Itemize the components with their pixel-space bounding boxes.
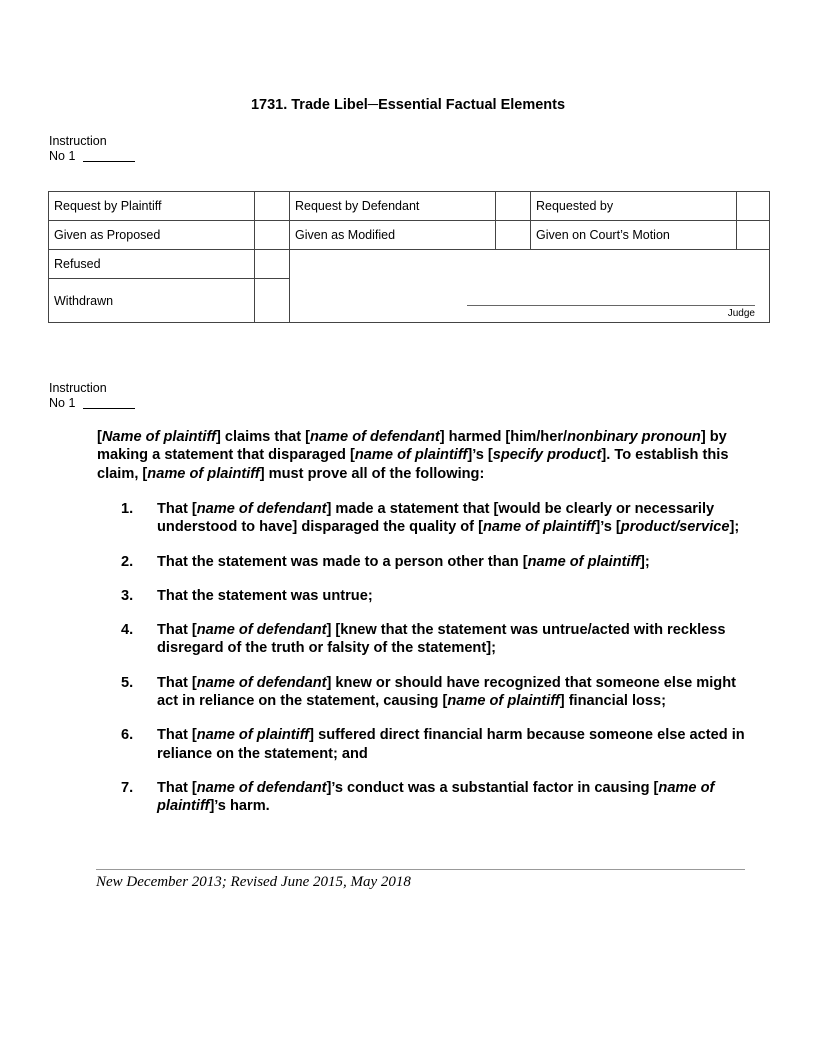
- element-text: [157, 588, 373, 604]
- given-as-proposed-label: Given as Proposed: [49, 221, 255, 250]
- element-item: [97, 726, 747, 763]
- element-item: [97, 553, 747, 571]
- placeholder-text: Name of plaintiff: [101, 429, 216, 445]
- text-run: That [: [157, 727, 197, 744]
- request-by-plaintiff-checkbox[interactable]: [255, 192, 290, 221]
- requested-by-checkbox[interactable]: [737, 192, 770, 221]
- refused-checkbox[interactable]: [255, 250, 290, 279]
- text-run: ]’s harm.: [209, 798, 270, 815]
- element-text: [157, 675, 736, 709]
- instruction-intro-paragraph: [97, 428, 747, 483]
- placeholder-text: specify product: [492, 447, 602, 464]
- placeholder-text: name of defendant: [196, 501, 327, 517]
- instruction-number-block-bottom: [49, 381, 135, 411]
- placeholder-text: name of defendant: [196, 622, 327, 639]
- placeholder-text: name of defendant: [196, 674, 327, 691]
- text-run: ] [knew that the statement was untrue/acted with reckless disregard of the truth or falsity of the statement];: [157, 622, 726, 657]
- given-as-modified-label: Given as Modified: [290, 221, 496, 250]
- text-run: ] harmed [him/her/: [439, 429, 568, 445]
- text-run: ]’s [: [467, 447, 493, 464]
- text-run: That the statement was made to a person other than [: [157, 553, 528, 570]
- element-item: [97, 500, 747, 537]
- element-text: [157, 501, 739, 535]
- judge-label: Judge: [727, 308, 755, 319]
- instruction-label: Instruction: [49, 134, 107, 148]
- given-on-courts-motion-checkbox[interactable]: [737, 221, 770, 250]
- text-run: That [: [157, 501, 197, 517]
- element-item: [97, 674, 747, 711]
- withdrawn-checkbox[interactable]: [255, 279, 290, 323]
- text-run: ] financial loss;: [559, 693, 667, 710]
- footer-divider: [96, 869, 745, 870]
- request-table: [48, 191, 770, 323]
- element-text: [157, 727, 745, 761]
- instruction-number-block-top: [49, 134, 135, 164]
- element-number: 3.: [121, 587, 134, 604]
- given-as-proposed-checkbox[interactable]: [255, 221, 290, 250]
- text-run: ] knew or should have recognized that someone else might act in reliance on the statement, causing [: [157, 674, 736, 710]
- placeholder-text: name of plaintiff: [482, 519, 596, 536]
- instruction-number-blank: [83, 161, 135, 162]
- essential-elements-list: [97, 500, 747, 832]
- text-run: That the statement was untrue;: [157, 587, 373, 604]
- element-item: [97, 779, 747, 816]
- instruction-label: Instruction: [49, 381, 107, 395]
- text-run: ]’s [: [595, 519, 621, 536]
- element-text: [157, 554, 650, 570]
- given-on-courts-motion-label: Given on Court’s Motion: [531, 221, 737, 250]
- page-title: 1731. Trade Libel─Essential Factual Elements: [250, 97, 566, 113]
- text-run: [: [97, 429, 102, 445]
- element-number: 2.: [121, 553, 134, 570]
- placeholder-text: name of plaintiff: [447, 693, 560, 710]
- text-run: ];: [729, 519, 740, 536]
- element-number: 5.: [121, 674, 134, 691]
- placeholder-text: product/service: [620, 519, 730, 536]
- placeholder-text: name of plaintiff: [147, 465, 260, 482]
- text-run: ] claims that [: [215, 429, 311, 445]
- instruction-number-label: No 1: [49, 149, 76, 163]
- text-run: ]. To establish this claim, [: [97, 447, 729, 482]
- placeholder-text: name of defendant: [196, 779, 327, 796]
- text-run: That [: [157, 674, 197, 691]
- placeholder-text: name of plaintiff: [196, 727, 310, 744]
- judge-signature-line[interactable]: [467, 305, 755, 306]
- placeholder-text: name of plaintiff: [354, 447, 468, 464]
- revision-history: New December 2013; Revised June 2015, May 2018: [96, 874, 411, 890]
- element-item: [97, 621, 747, 658]
- element-number: 4.: [121, 622, 134, 639]
- element-item: [97, 587, 747, 605]
- text-run: That [: [157, 622, 197, 639]
- judge-signature-area: [290, 250, 770, 323]
- request-by-defendant-checkbox[interactable]: [496, 192, 531, 221]
- placeholder-text: name of plaintiff: [157, 779, 715, 815]
- request-by-defendant-label: Request by Defendant: [290, 192, 496, 221]
- requested-by-label: Requested by: [531, 192, 737, 221]
- element-number: 7.: [121, 779, 134, 796]
- placeholder-text: name of defendant: [310, 429, 440, 445]
- text-run: ] suffered direct financial harm because someone else acted in reliance on the statement; and: [157, 727, 745, 762]
- text-run: ] must prove all of the following:: [259, 465, 485, 482]
- request-by-plaintiff-label: Request by Plaintiff: [49, 192, 255, 221]
- instruction-number-blank: [83, 408, 135, 409]
- text-run: That [: [157, 779, 197, 796]
- text-run: ]’s conduct was a substantial factor in causing [: [326, 779, 659, 796]
- element-number: 1.: [121, 501, 134, 517]
- withdrawn-label: Withdrawn: [49, 279, 255, 323]
- text-run: ] made a statement that [would be clearly or necessarily understood to have] disparaged the quality of [: [157, 501, 715, 536]
- instruction-number-label: No 1: [49, 396, 76, 410]
- placeholder-text: name of plaintiff: [527, 553, 641, 570]
- element-number: 6.: [121, 727, 134, 744]
- text-run: ];: [640, 553, 650, 570]
- element-text: [157, 780, 714, 814]
- refused-label: Refused: [49, 250, 255, 279]
- given-as-modified-checkbox[interactable]: [496, 221, 531, 250]
- text-run: ] by making a statement that disparaged [: [97, 429, 727, 464]
- placeholder-text: nonbinary pronoun: [567, 429, 701, 445]
- element-text: [157, 622, 725, 656]
